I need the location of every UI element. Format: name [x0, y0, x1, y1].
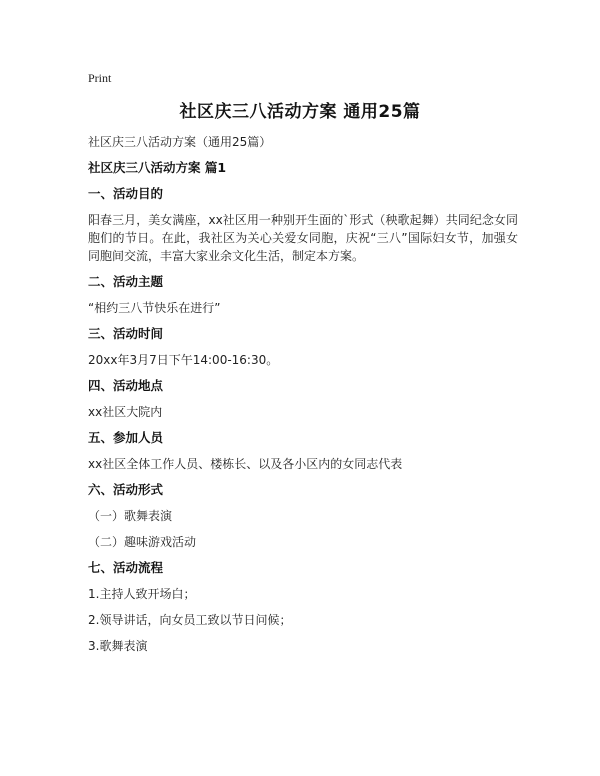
section-heading-location: 四、活动地点: [88, 378, 164, 393]
print-label: Print: [88, 71, 112, 85]
process-step-3: 3.歌舞表演: [88, 639, 148, 653]
process-step-2: 2.领导讲话，向女员工致以节日问候；: [88, 613, 292, 627]
process-step-1: 1.主持人致开场白；: [88, 587, 196, 601]
section-text-time: 20xx年3月7日下午14:00-16:30。: [88, 353, 279, 367]
section-heading-purpose: 一、活动目的: [88, 186, 164, 201]
section-text-participants: xx社区全体工作人员、楼栋长、以及各小区内的女同志代表: [88, 457, 403, 471]
document-body: [88, 133, 518, 663]
section-text-theme: “相约三八节快乐在进行”: [88, 301, 221, 315]
section-heading-participants: 五、参加人员: [88, 430, 164, 445]
section-heading-theme: 二、活动主题: [88, 274, 164, 289]
section-heading-time: 三、活动时间: [88, 326, 164, 341]
section-text-purpose: 阳春三月，美女满座，xx社区用一种别开生面的`形式（秧歌起舞）共同纪念女同胞们的节日。在此，我社区为关心关爱女同胞，庆祝“三八”国际妇女节，加强女同胞间交流，丰富大家业余文化生活，制定本方案。: [88, 213, 518, 263]
document-subtitle: 社区庆三八活动方案（通用25篇）: [88, 135, 272, 149]
format-item-2: （二）趣味游戏活动: [88, 535, 197, 549]
format-item-1: （一）歌舞表演: [88, 509, 173, 523]
section-text-location: xx社区大院内: [88, 405, 163, 419]
article-heading: 社区庆三八活动方案 篇1: [88, 160, 227, 175]
section-heading-format: 六、活动形式: [88, 482, 164, 497]
section-heading-process: 七、活动流程: [88, 560, 164, 575]
document-title: 社区庆三八活动方案 通用25篇: [179, 102, 421, 122]
